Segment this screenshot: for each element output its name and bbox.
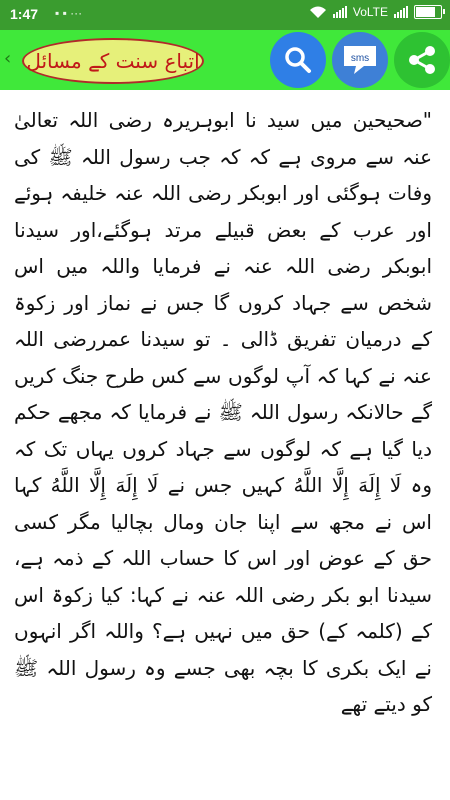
signal-icon [394, 6, 408, 18]
app-title: اتباع سنت کے مسائل [26, 49, 200, 73]
notification-icons: ▪ ▪ ··· [55, 6, 83, 20]
sms-label: sms [350, 53, 370, 64]
back-chevron-icon[interactable]: ‹ [4, 48, 12, 69]
network-label: VoLTE [352, 5, 388, 19]
wifi-icon [309, 6, 327, 19]
app-bar [0, 30, 450, 90]
search-button[interactable] [270, 32, 326, 88]
share-icon [405, 43, 439, 77]
app-title-logo [22, 38, 204, 84]
sms-button[interactable] [332, 32, 388, 88]
signal-icon [333, 6, 347, 18]
search-icon [283, 45, 313, 75]
share-button[interactable] [394, 32, 450, 88]
sms-icon [340, 40, 380, 80]
status-bar [0, 0, 450, 30]
status-time: 1:47 [10, 6, 39, 22]
hadith-text: "صحیحین میں سید نا ابوہریرہ رضی اللہ تعالیٰ عنہ سے مروی ہے کہ کہ جب رسول اللہ ﷺ کی وفات ہوگئی اور ابوبکر رضی اللہ عنہ خلیفہ ہوئے اور عرب کے بعض قبیلے مرتد ہوگئے،اور سیدنا ابوبکر رضی اللہ عنہ نے فرمایا واللہ میں اس شخص سے جہاد کروں گا جس نے نماز اور زکوۃ کے درمیان تفریق ڈالی ۔ تو سیدنا عمررضی اللہ عنہ نے کہا کہ آپ لوگوں سے کس طرح جنگ کریں گے حالانکہ رسول اللہ ﷺ نے فرمایا کہ مجھے حکم دیا گیا ہے کہ لوگوں سے جہاد کروں یہاں تک کہ وہ لَا إِلَهَ إِلَّا اللَّهُ کہیں جس نے لَا إِلَهَ إِلَّا اللَّهُ کہا اس نے مجھ سے اپنا جان ومال بچالیا مگر کسی حق کے عوض اور اس کا حساب اللہ کے ذمہ ہے، سیدنا ابو بکر رضی اللہ عنہ نے کہا: کیا زکوۃ اس کے (کلمہ کے) حق میں نہیں ہے؟ واللہ اگر انہوں نے ایک بکری کا بچہ بھی جسے وہ رسول اللہ ﷺ کو دیتے تھے [14, 108, 432, 716]
status-right [309, 5, 442, 19]
hadith-content[interactable] [0, 92, 450, 800]
battery-icon [414, 5, 442, 19]
